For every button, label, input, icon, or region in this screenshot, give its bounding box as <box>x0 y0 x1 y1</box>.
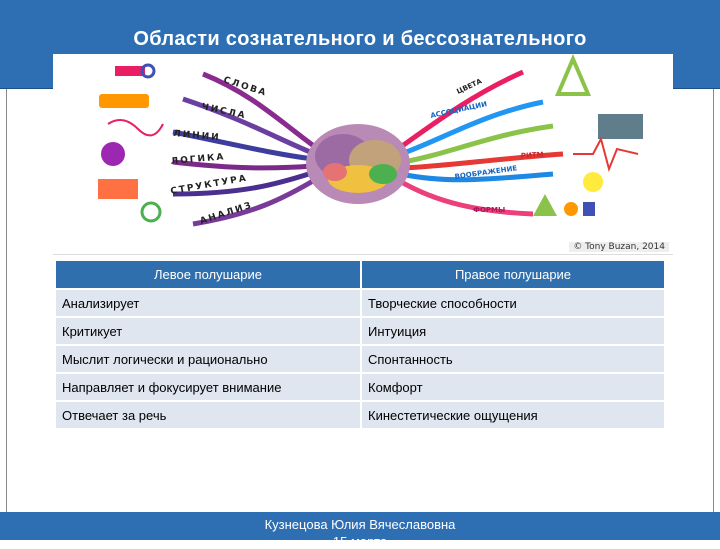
table-cell: Кинестетические ощущения <box>361 401 665 429</box>
slide-title: Области сознательного и бессознательного <box>133 28 587 50</box>
mindmap-word: АССОЦИАЦИИ <box>429 100 488 120</box>
lightbulb-icon <box>583 172 603 192</box>
footer-bar <box>0 512 720 549</box>
table-cell: Спонтанность <box>361 345 665 373</box>
rhythm-icon <box>573 139 638 169</box>
table-cell: Критикует <box>55 317 361 345</box>
table-cell: Комфорт <box>361 373 665 401</box>
footer-date: 15 марта <box>332 534 388 549</box>
mindmap-word: ФОРМЫ <box>473 206 506 214</box>
numbers-icon <box>99 94 149 108</box>
mindmap-illustration <box>53 54 673 254</box>
table-row <box>55 401 665 429</box>
brain-mindmap-image <box>53 54 673 255</box>
footer-author: Кузнецова Юлия Вячеславовна <box>264 517 456 532</box>
table-cell: Направляет и фокусирует внимание <box>55 373 361 401</box>
table-cell: Творческие способности <box>361 289 665 317</box>
table-cell: Мыслит логически и рационально <box>55 345 361 373</box>
header-right-hemisphere: Правое полушарие <box>361 260 665 289</box>
mindmap-word: ВООБРАЖЕНИЕ <box>454 164 518 181</box>
logic-icon <box>101 142 125 166</box>
table-row <box>55 345 665 373</box>
mindmap-word: ЧИСЛА <box>200 102 248 122</box>
magnifier-icon <box>142 203 160 221</box>
table-cell: Анализирует <box>55 289 361 317</box>
mindmap-word: АНАЛИЗ <box>198 200 255 227</box>
hemisphere-comparison-table <box>54 259 666 430</box>
table-header-row <box>55 260 665 289</box>
table-cell: Интуиция <box>361 317 665 345</box>
table-row <box>55 289 665 317</box>
copyright-label: © Tony Buzan, 2014 <box>569 242 669 252</box>
mindmap-word: СТРУКТУРА <box>169 173 249 197</box>
mindmap-word: СЛОВА <box>222 75 269 99</box>
mindmap-word: ЦВЕТА <box>455 77 484 96</box>
structure-icon <box>98 179 138 199</box>
header-left-hemisphere: Левое полушарие <box>55 260 361 289</box>
table-cell: Отвечает за речь <box>55 401 361 429</box>
letter-a-icon <box>558 59 588 94</box>
mindmap-word: ЛОГИКА <box>170 152 226 167</box>
mindmap-word: РИТМ <box>520 150 544 160</box>
table-row <box>55 373 665 401</box>
photo-collage-icon <box>598 114 643 139</box>
mindmap-word: ЛИНИИ <box>172 129 222 144</box>
lines-icon <box>108 120 163 135</box>
shapes-icon <box>533 194 557 216</box>
table-row <box>55 317 665 345</box>
